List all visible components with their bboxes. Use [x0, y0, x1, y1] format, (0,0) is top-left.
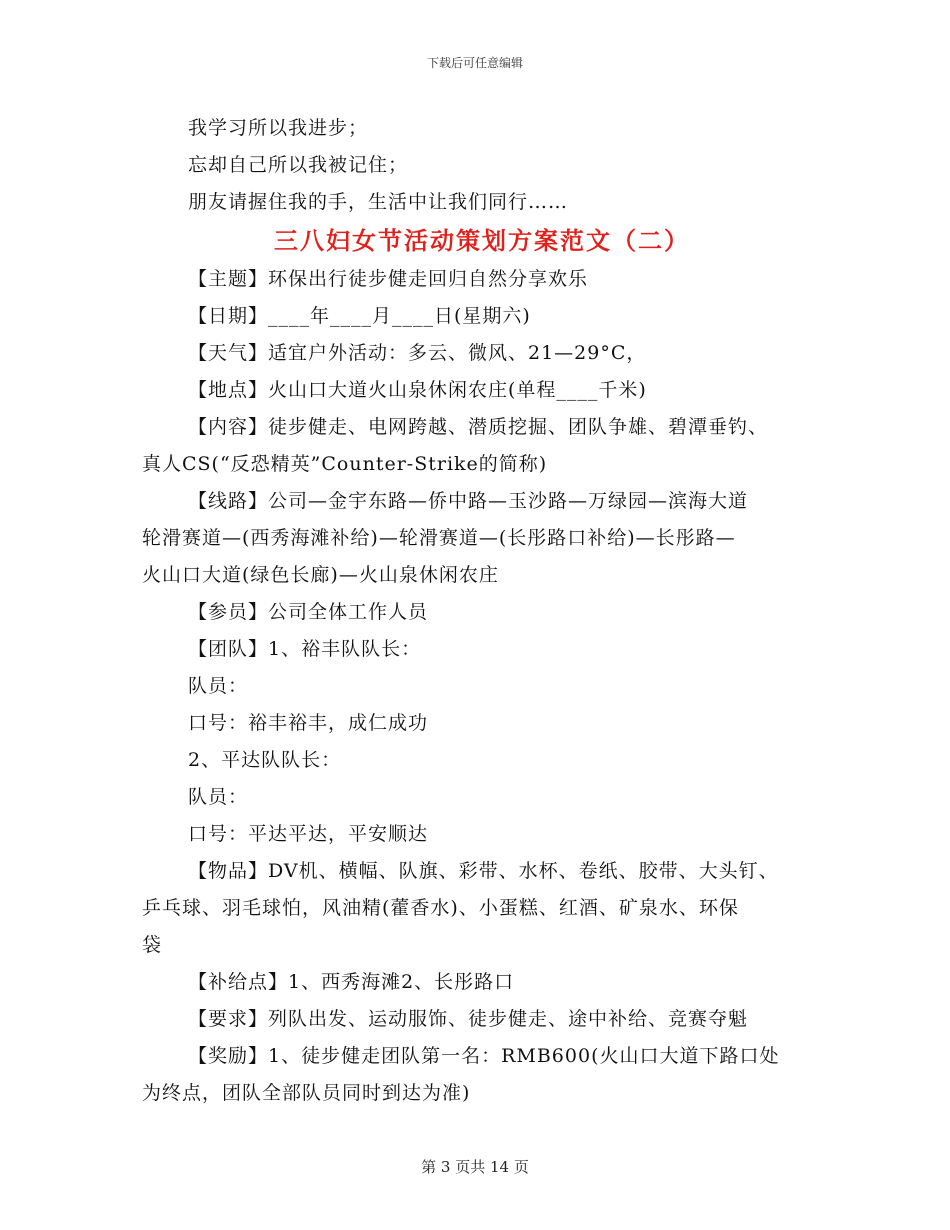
poem-line-1: 我学习所以我进步；	[188, 117, 369, 139]
body-line: 队员：	[188, 675, 249, 697]
body-line: 真人CS(“反恐精英”Counter-Strike的简称)	[142, 453, 548, 475]
body-line: 口号：平达平达，平安顺达	[188, 823, 429, 845]
plan-details	[142, 261, 822, 1112]
body-line: 【补给点】1、西秀海滩2、长彤路口	[188, 971, 515, 993]
document-body	[142, 110, 822, 1112]
body-line: 【内容】徒步健走、电网跨越、潜质挖掘、团队争雄、碧潭垂钓、	[188, 416, 769, 438]
poem-line-3: 朋友请握住我的手，生活中让我们同行……	[188, 191, 569, 213]
page-header: 下载后可任意编辑	[426, 56, 523, 70]
body-line: 队员：	[188, 786, 249, 808]
body-line: 【天气】适宜户外活动：多云、微风、21—29°C，	[188, 342, 647, 364]
body-line: 火山口大道(绿色长廊)—火山泉休闲农庄	[142, 564, 499, 586]
body-line: 【地点】火山口大道火山泉休闲农庄(单程____千米)	[188, 379, 647, 401]
body-line: 袋	[142, 934, 163, 956]
body-line: 口号：裕丰裕丰，成仁成功	[188, 712, 429, 734]
body-line: 【物品】DV机、横幅、队旗、彩带、水杯、卷纸、胶带、大头钉、	[188, 860, 779, 882]
body-line: 【奖励】1、徒步健走团队第一名：RMB600(火山口大道下路口处	[188, 1045, 780, 1067]
section-title: 三八妇女节活动策划方案范文（二）	[274, 226, 690, 255]
body-line: 【参员】公司全体工作人员	[188, 601, 429, 623]
body-line: 为终点，团队全部队员同时到达为准)	[142, 1082, 471, 1104]
poem-line-2: 忘却自己所以我被记住；	[188, 154, 409, 176]
body-line: 【团队】1、裕丰队队长：	[188, 638, 422, 660]
body-line: 【线路】公司—金宇东路—侨中路—玉沙路—万绿园—滨海大道	[188, 490, 749, 512]
body-line: 轮滑赛道—(西秀海滩补给)—轮滑赛道—(长彤路口补给)—长彤路—	[142, 527, 736, 549]
body-line: 2、平达队队长：	[188, 749, 342, 771]
body-line: 乒乓球、羽毛球怕，风油精(藿香水)、小蛋糕、红酒、矿泉水、环保	[142, 897, 739, 919]
body-line: 【日期】____年____月____日(星期六)	[188, 305, 531, 327]
page-footer: 第 3 页共 14 页	[421, 1158, 529, 1176]
body-line: 【主题】环保出行徒步健走回归自然分享欢乐	[188, 268, 589, 290]
body-line: 【要求】列队出发、运动服饰、徒步健走、途中补给、竞赛夺魁	[188, 1008, 749, 1030]
